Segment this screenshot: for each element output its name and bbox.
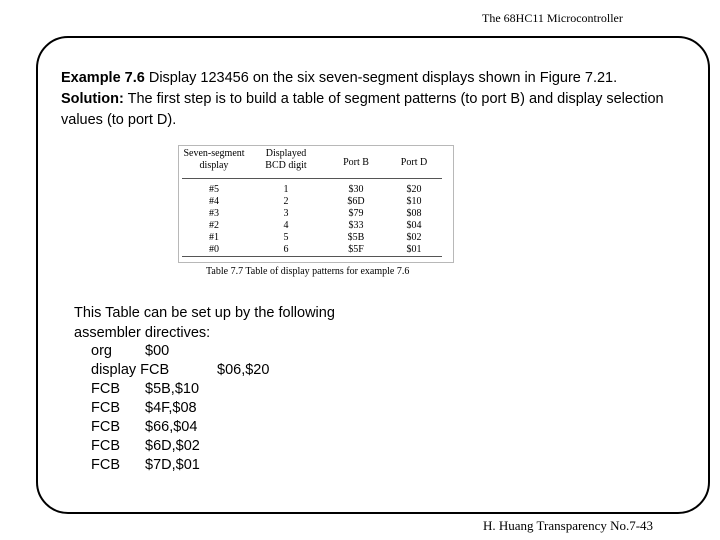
page-header: The 68HC11 Microcontroller xyxy=(482,11,623,25)
table-row: #4 2 $6D $10 xyxy=(209,196,422,207)
header-port-b: Port B xyxy=(343,156,369,168)
table-row: #1 5 $5B $02 xyxy=(209,232,422,243)
code-operand: $66,$04 xyxy=(145,419,198,435)
table-row: #5 1 $30 $20 xyxy=(209,184,422,195)
table-caption: Table 7.7 Table of display patterns for example 7.6 xyxy=(206,266,410,277)
code-label: org xyxy=(91,343,112,359)
example-line xyxy=(61,68,720,89)
code-operand: $7D,$01 xyxy=(145,457,200,473)
code-operand: $00 xyxy=(145,343,170,359)
segment-pattern-table xyxy=(182,148,442,257)
code-operand: $06,$20 xyxy=(217,362,270,378)
solution-label: Solution: xyxy=(61,91,124,107)
code-label: FCB xyxy=(91,400,120,416)
solution-text: The first step is to build a table of segment patterns (to port B) and display selection xyxy=(123,91,664,107)
solution-line xyxy=(61,89,720,110)
example-text: Display 123456 on the six seven-segment displays shown in Figure 7.21. xyxy=(144,70,618,86)
code-operand: $4F,$08 xyxy=(145,400,197,416)
page-footer: H. Huang Transparency No.7-43 xyxy=(483,518,654,533)
header-port-d: Port D xyxy=(400,156,428,168)
solution-line-2: values (to port D). xyxy=(61,112,177,128)
body-line-2: assembler directives: xyxy=(74,324,211,341)
header-seven-segment-display: Seven-segment display xyxy=(183,148,245,171)
body-line-1: This Table can be set up by the following xyxy=(74,305,335,321)
table-row: #2 4 $33 $04 xyxy=(209,220,422,231)
code-label: FCB xyxy=(91,419,120,435)
table-row: #0 6 $5F $01 xyxy=(182,244,442,257)
code-operand: $6D,$02 xyxy=(145,438,200,454)
intro-text xyxy=(61,68,720,131)
header-displayed-bcd-digit: Displayed BCD digit xyxy=(265,148,307,171)
code-label: FCB xyxy=(91,438,120,454)
table-header-row xyxy=(182,148,442,178)
code-label: display FCB xyxy=(91,362,170,378)
code-operand: $5B,$10 xyxy=(145,381,200,397)
code-label: FCB xyxy=(91,457,120,473)
example-label: Example 7.6 xyxy=(61,70,145,86)
table-row: #3 3 $79 $08 xyxy=(209,208,422,219)
code-label: FCB xyxy=(91,381,120,397)
body-text xyxy=(74,304,335,343)
